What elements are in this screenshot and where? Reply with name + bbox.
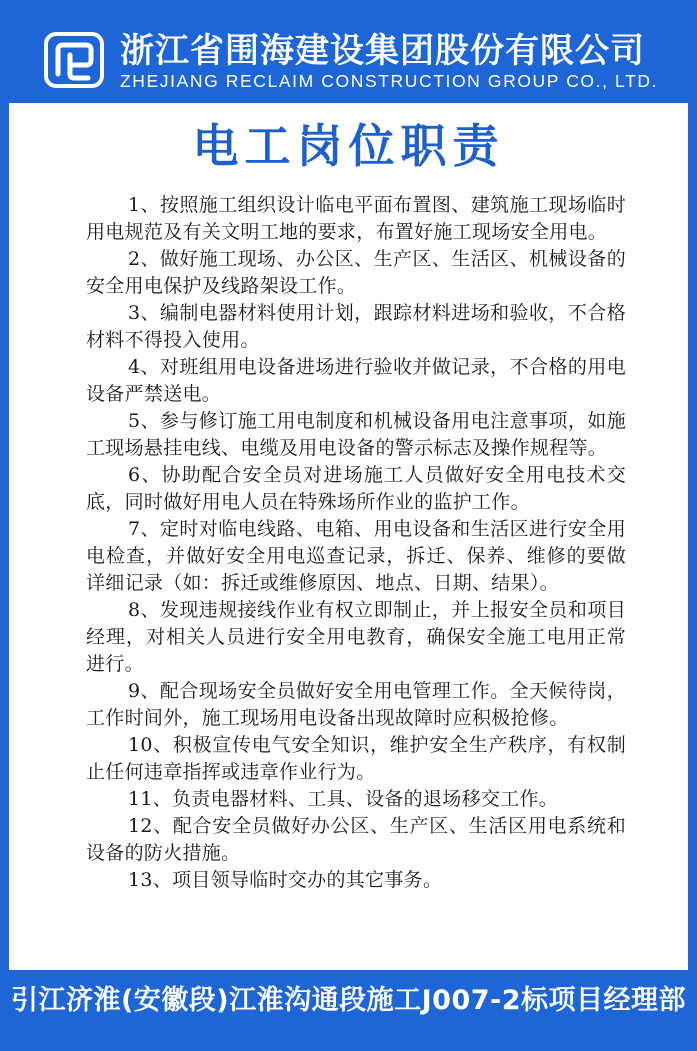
duty-item-1: 1、按照施工组织设计临电平面布置图、建筑施工现场临时用电规范及有关文明工地的要求，布置好施工现场安全用电。 xyxy=(86,194,626,243)
duty-item-7: 7、定时对临电线路、电箱、用电设备和生活区进行安全用电检查，并做好安全用电巡查记录，拆迁、保养、维修的要做详细记录（如：拆迁或维修原因、地点、日期、结果）。 xyxy=(86,518,626,594)
duty-list xyxy=(86,192,626,894)
duty-item-13: 13、项目领导临时交办的其它事务。 xyxy=(128,869,443,891)
duty-item-11: 11、负责电器材料、工具、设备的退场移交工作。 xyxy=(128,788,559,810)
duty-item-9: 9、配合现场安全员做好安全用电管理工作。全天候待岗，工作时间外，施工现场用电设备出现故障时应积极抢修。 xyxy=(86,680,626,729)
company-name-en: ZHEJIANG RECLAIM CONSTRUCTION GROUP CO., LTD. xyxy=(120,71,659,91)
duty-item-10: 10、积极宣传电气安全知识，维护安全生产秩序，有权制止任何违章指挥或违章作业行为。 xyxy=(86,734,626,783)
page-title: 电工岗位职责 xyxy=(192,119,505,173)
duty-item-6: 6、协助配合安全员对进场施工人员做好安全用电技术交底，同时做好用电人员在特殊场所作业的监护工作。 xyxy=(86,464,626,513)
project-department-label: 引江济淮(安徽段)江淮沟通段施工J007-2标项目经理部 xyxy=(10,985,687,1016)
duty-item-5: 5、参与修订施工用电制度和机械设备用电注意事项，如施工现场悬挂电线、电缆及用电设备的警示标志及操作规程等。 xyxy=(86,410,626,459)
duty-item-2: 2、做好施工现场、办公区、生产区、生活区、机械设备的安全用电保护及线路架设工作。 xyxy=(86,248,626,297)
footer-banner xyxy=(0,970,697,1051)
company-name-cn: 浙江省围海建设集团股份有限公司 xyxy=(120,31,645,71)
header-banner xyxy=(0,0,697,103)
duty-item-12: 12、配合安全员做好办公区、生产区、生活区用电系统和设备的防火措施。 xyxy=(86,815,626,864)
logo-mark-icon xyxy=(48,36,100,84)
duty-item-8: 8、发现违规接线作业有权立即制止，并上报安全员和项目经理，对相关人员进行安全用电教育，确保安全施工电用正常进行。 xyxy=(86,599,626,675)
duty-item-3: 3、编制电器材料使用计划，跟踪材料进场和验收，不合格材料不得投入使用。 xyxy=(86,302,626,351)
company-logo-icon xyxy=(44,32,104,88)
duty-item-4: 4、对班组用电设备进场进行验收并做记录，不合格的用电设备严禁送电。 xyxy=(86,356,626,405)
